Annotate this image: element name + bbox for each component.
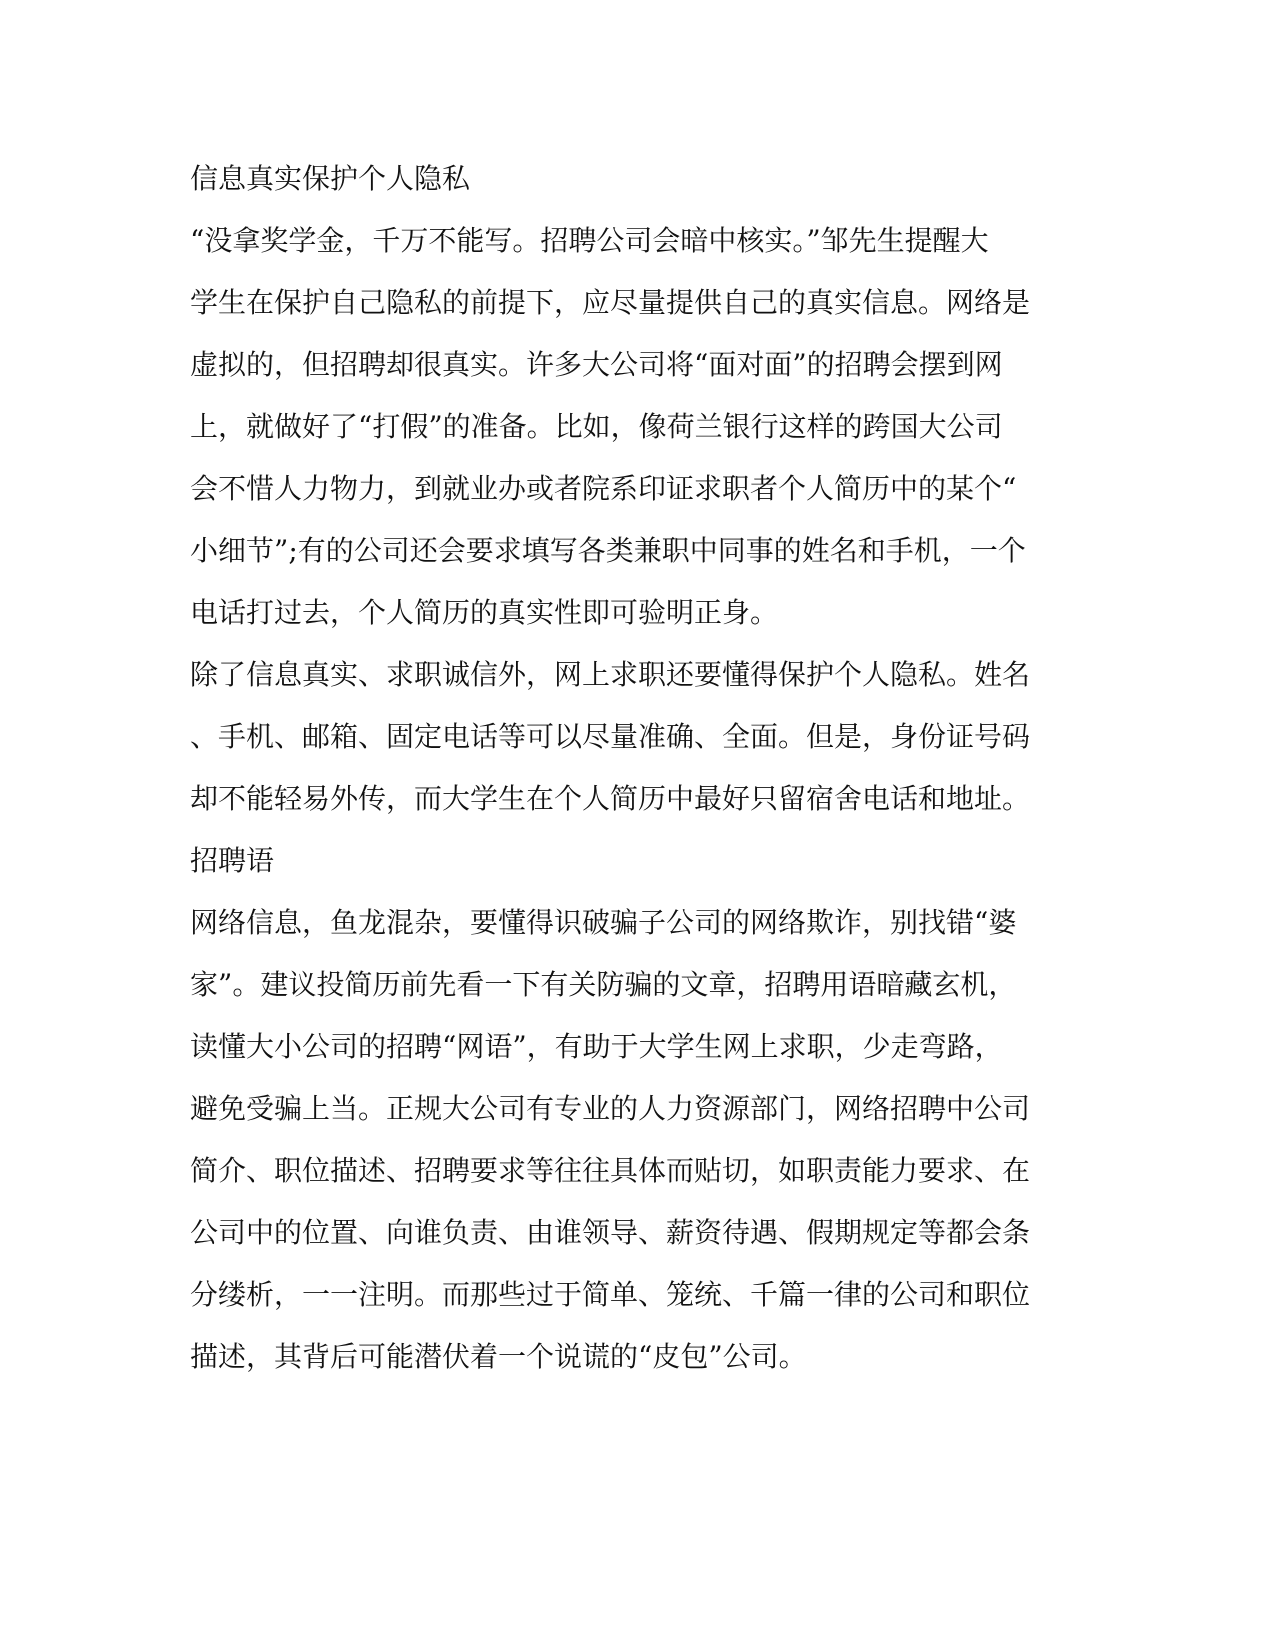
text-line: 家”。建议投简历前先看一下有关防骗的文章，招聘用语暗藏玄机， bbox=[190, 968, 1017, 1001]
text-line: 简介、职位描述、招聘要求等往往具体而贴切，如职责能力要求、在 bbox=[190, 1154, 1031, 1187]
text-line: 上，就做好了“打假”的准备。比如，像荷兰银行这样的跨国大公司 bbox=[190, 410, 1003, 443]
text-line: 描述，其背后可能潜伏着一个说谎的“皮包”公司。 bbox=[190, 1340, 807, 1373]
text-line: 避免受骗上当。正规大公司有专业的人力资源部门，网络招聘中公司 bbox=[190, 1092, 1031, 1125]
text-line: 除了信息真实、求职诚信外，网上求职还要懂得保护个人隐私。姓名 bbox=[190, 658, 1031, 691]
text-line: 公司中的位置、向谁负责、由谁领导、薪资待遇、假期规定等都会条 bbox=[190, 1216, 1031, 1249]
text-line: 虚拟的，但招聘却很真实。许多大公司将“面对面”的招聘会摆到网 bbox=[190, 348, 1003, 381]
text-line: 分缕析，一一注明。而那些过于简单、笼统、千篇一律的公司和职位 bbox=[190, 1278, 1031, 1311]
text-line: 会不惜人力物力，到就业办或者院系印证求职者个人简历中的某个“ bbox=[190, 472, 1017, 505]
text-line: “没拿奖学金，千万不能写。招聘公司会暗中核实。”邹先生提醒大 bbox=[190, 224, 989, 257]
text-line: 网络信息，鱼龙混杂，要懂得识破骗子公司的网络欺诈，别找错“婆 bbox=[190, 906, 1017, 939]
text-line: 却不能轻易外传，而大学生在个人简历中最好只留宿舍电话和地址。 bbox=[190, 782, 1031, 815]
text-line: 、手机、邮箱、固定电话等可以尽量准确、全面。但是，身份证号码 bbox=[190, 720, 1031, 753]
text-line: 电话打过去，个人简历的真实性即可验明正身。 bbox=[190, 596, 779, 629]
text-line: 读懂大小公司的招聘“网语”，有助于大学生网上求职，少走弯路， bbox=[190, 1030, 1003, 1063]
text-line: 小细节”;有的公司还会要求填写各类兼职中同事的姓名和手机，一个 bbox=[190, 534, 1026, 567]
section-heading-privacy: 信息真实保护个人隐私 bbox=[190, 162, 471, 195]
text-line: 学生在保护自己隐私的前提下，应尽量提供自己的真实信息。网络是 bbox=[190, 286, 1031, 319]
section-heading-recruitment-language: 招聘语 bbox=[190, 844, 275, 877]
